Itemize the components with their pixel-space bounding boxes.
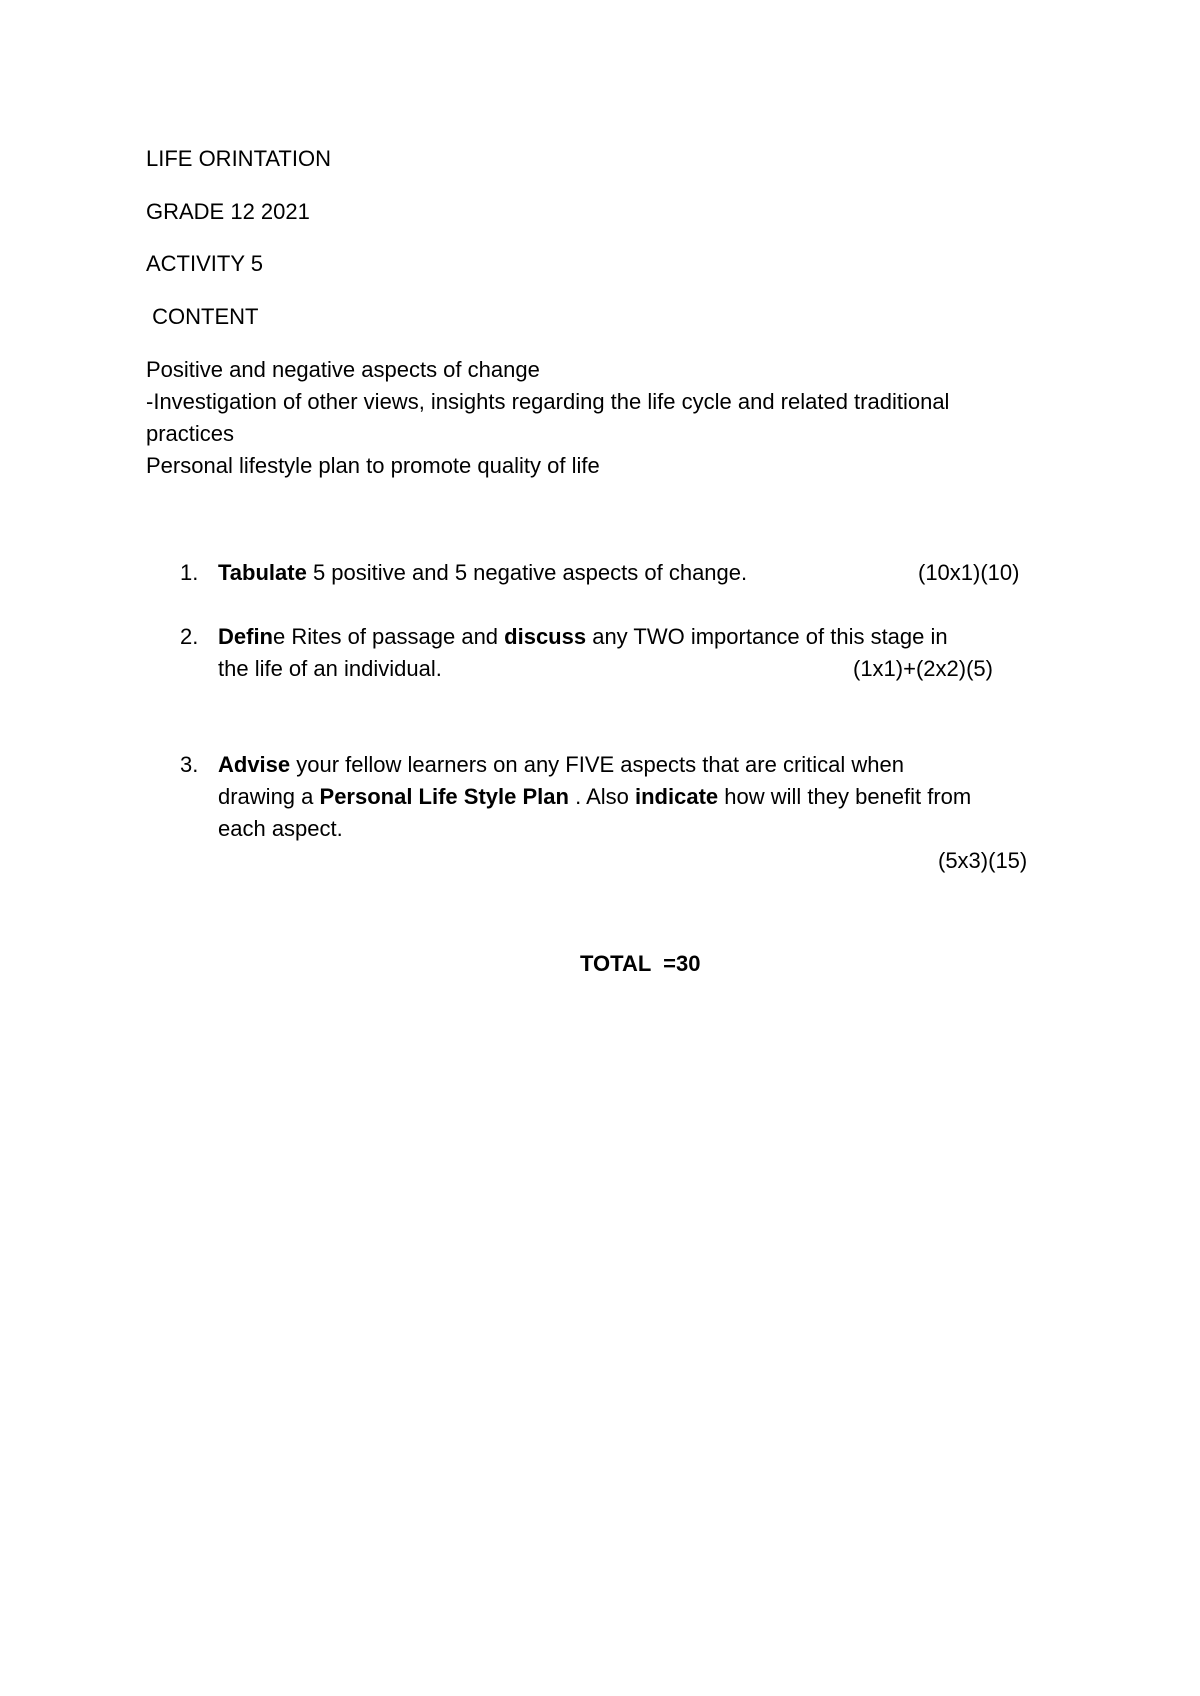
question-text: each aspect. (218, 816, 343, 841)
question-verb: indicate (635, 784, 719, 809)
question-text: drawing a (218, 784, 320, 809)
question-mark-allocation: (10x1)(10) (918, 560, 1020, 585)
question-verb: Tabulate (218, 560, 307, 585)
content-line: practices (146, 421, 235, 446)
question-verb: Defin (218, 624, 273, 649)
subject-heading: LIFE ORINTATION (146, 146, 331, 171)
activity-heading: ACTIVITY 5 (146, 251, 263, 276)
question-term: Personal Life Style Plan (319, 784, 569, 809)
question-verb: Advise (218, 752, 291, 777)
question-number: 1. (180, 560, 199, 585)
question-mark-allocation: (1x1)+(2x2)(5) (853, 656, 993, 681)
content-description (146, 354, 1066, 482)
question-text: 5 positive and 5 negative aspects of change. (306, 560, 748, 585)
question-number: 2. (180, 624, 199, 649)
grade-heading: GRADE 12 2021 (146, 199, 310, 224)
content-line: Positive and negative aspects of change (146, 357, 540, 382)
question-text: how will they benefit from (718, 784, 972, 809)
content-heading: CONTENT (146, 304, 259, 329)
question-text: any TWO importance of this stage in (586, 624, 948, 649)
content-line: -Investigation of other views, insights regarding the life cycle and related traditional (146, 389, 950, 414)
question-text: the life of an individual. (218, 656, 442, 681)
question-mark-allocation: (5x3)(15) (938, 848, 1028, 873)
question-text: . Also (568, 784, 635, 809)
question-text: e Rites of passage and (273, 624, 505, 649)
content-line: Personal lifestyle plan to promote quality of life (146, 453, 600, 478)
question-number: 3. (180, 752, 199, 777)
question-text: your fellow learners on any FIVE aspects that are critical when (290, 752, 904, 777)
question-verb: discuss (504, 624, 587, 649)
total-marks: TOTAL =30 (580, 951, 701, 976)
